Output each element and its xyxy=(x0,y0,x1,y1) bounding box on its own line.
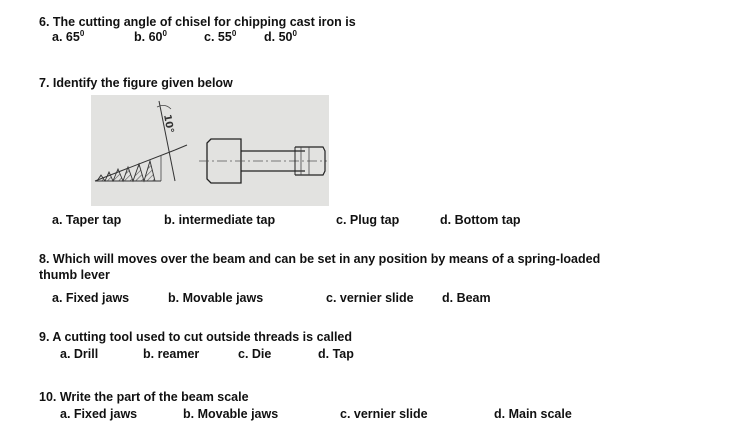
q6-option-c[interactable]: c. $55^0$ xyxy=(204,29,237,44)
q10-option-a[interactable]: a. Fixed jaws xyxy=(60,407,138,421)
q10-option-d[interactable]: d. Main scale xyxy=(494,407,572,421)
q7-option-a[interactable]: a. Taper tap xyxy=(52,213,122,227)
q9-option-a[interactable]: a. Drill xyxy=(60,347,99,361)
thread-teeth xyxy=(97,161,155,181)
q9-option-d[interactable]: d. Tap xyxy=(318,347,354,361)
q8-option-a[interactable]: a. Fixed jaws xyxy=(52,291,130,305)
angle-label: 10° xyxy=(161,113,176,135)
q7-option-b[interactable]: b. intermediate tap xyxy=(164,213,276,227)
question-7-text: 7. Identify the figure given below xyxy=(39,76,233,90)
question-6-text: 6. The cutting angle of chisel for chipping cast iron is xyxy=(39,15,356,29)
q6-option-d[interactable]: d. $50^0$ xyxy=(264,29,297,44)
q6-option-a[interactable]: a. $65^0$ xyxy=(52,29,85,44)
q6-option-b[interactable]: b. $60^0$ xyxy=(134,29,167,44)
question-8-text-line1: 8. Which will moves over the beam and can be set in any position by means of a spring-loaded xyxy=(39,252,601,266)
q9-option-c[interactable]: c. Die xyxy=(238,347,272,361)
q8-option-d[interactable]: d. Beam xyxy=(442,291,491,305)
q8-option-c[interactable]: c. vernier slide xyxy=(326,291,414,305)
question-9-text: 9. A cutting tool used to cut outside threads is called xyxy=(39,330,353,344)
q10-option-b[interactable]: b. Movable jaws xyxy=(183,407,279,421)
q7-option-c[interactable]: c. Plug tap xyxy=(336,213,400,227)
q7-option-d[interactable]: d. Bottom tap xyxy=(440,213,521,227)
q10-option-c[interactable]: c. vernier slide xyxy=(340,407,428,421)
q8-option-b[interactable]: b. Movable jaws xyxy=(168,291,264,305)
question-10-text: 10. Write the part of the beam scale xyxy=(39,390,249,404)
q9-option-b[interactable]: b. reamer xyxy=(143,347,200,361)
tap-drawing xyxy=(91,95,329,206)
question-8-text-line2: thumb lever xyxy=(39,268,110,282)
tap-figure xyxy=(91,95,329,206)
